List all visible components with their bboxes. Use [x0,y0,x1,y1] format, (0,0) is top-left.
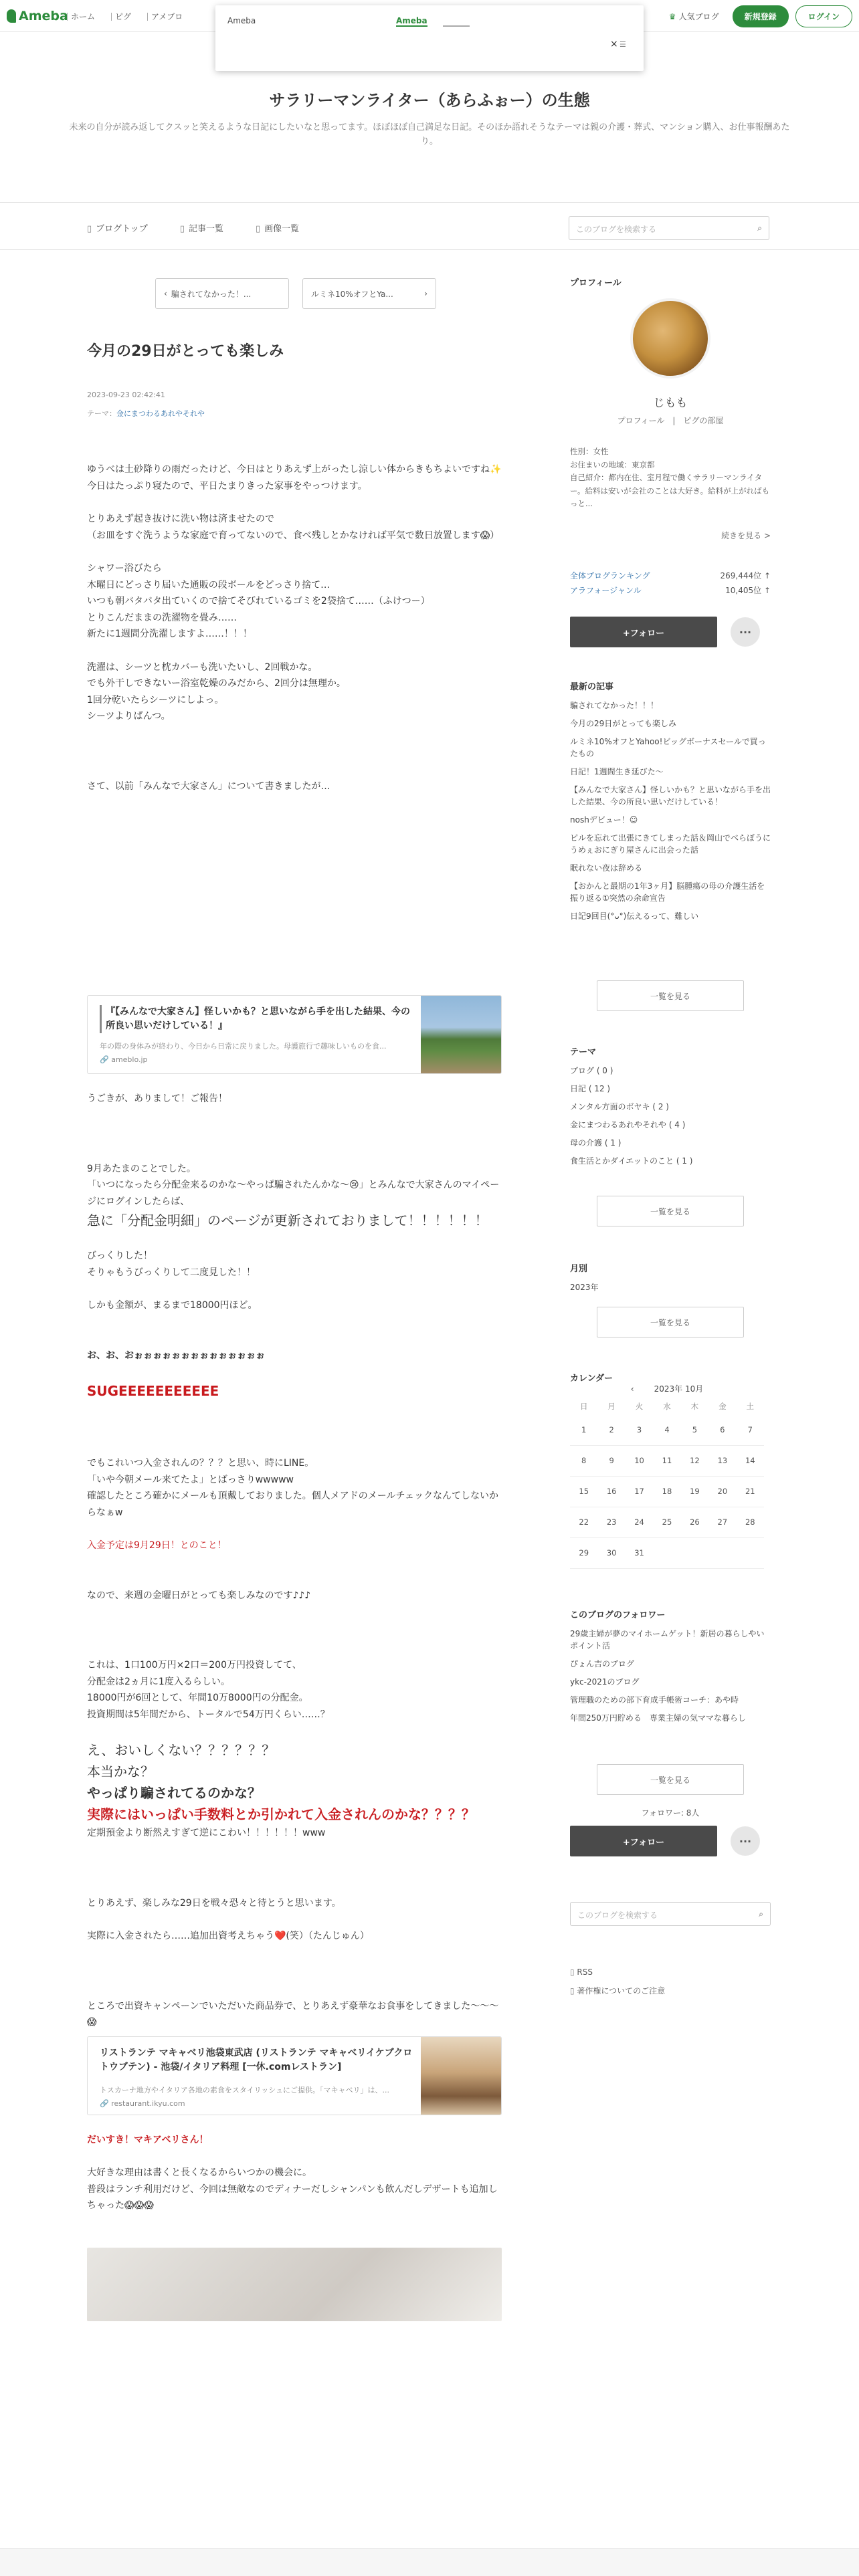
calendar-day: 28 [737,1507,764,1537]
para: 確認したところ確かにメールも頂戴しておりました。個人メアドのメールチェックなんてしないからなぁw [87,1491,499,1518]
calendar-day: 31 [626,1537,653,1568]
rss-label: RSS [577,1967,593,1977]
follower-count: フォロワー: 8人 [641,1808,700,1818]
calendar-day: 21 [737,1476,764,1507]
rss-link[interactable] [570,1967,593,1977]
monthly-item[interactable]: 2023年 [570,1283,599,1292]
calendar-day: 2 [597,1414,625,1445]
calendar-day: 26 [681,1507,708,1537]
card-url [100,2097,185,2110]
crown-icon: ♛ [668,11,676,21]
calendar-day: 8 [570,1445,597,1476]
para: 木曜日にどっさり届いた通販の段ボールをどっさり捨て… [87,579,330,591]
leaf-icon [7,9,16,23]
nav-pig[interactable]: ピグ [111,11,131,22]
para: 実際に入金されたら……追加出資考えちゃう❤️(笑）（たんじゅん） [87,1931,369,1941]
recent-item[interactable]: 【おかんと最期の1年3ヶ月】脳腫瘍の母の介護生活を振り返る①突然の余命宣告 [570,881,765,903]
follower-item[interactable]: 管理職のための部下育成手帳術コーチ：あや時 [570,1695,739,1705]
login-button[interactable]: ログイン [795,5,852,27]
profile-link[interactable]: プロフィール [617,416,665,425]
card-url [100,1053,148,1066]
rank-genre[interactable] [570,584,771,596]
followers-heading: このブログのフォロワー [570,1610,666,1620]
para: そりゃもうびっくりして二度見した！！ [87,1267,256,1278]
para: とりあえず、楽しみな29日を戦々恐々と待とうと思います。 [87,1897,341,1909]
recent-item[interactable]: 今月の29日がとっても楽しみ [570,719,677,728]
calendar-day: 5 [681,1414,708,1445]
para-sugee: SUGEEEEEEEEEEE [87,1383,219,1399]
popup-underline [443,25,470,27]
para: 定期預金より断然えすぎて逆にこわい！！！！！！www [87,1828,326,1838]
next-article-button[interactable] [302,278,436,309]
calendar-day: 30 [597,1537,625,1568]
card-title: 『【みんなで大家さん】怪しいかも？と思いながら手を出した結果、今の所良い思いだけしている！』 [100,1005,414,1033]
para: （お皿をすぐ洗うような家庭で育ってないので、食べ残しとかなければ平気で数日放置します😱） [87,530,500,541]
article-photo[interactable] [87,2248,502,2321]
recent-list [570,700,771,928]
para-red: 入金予定は9月29日！とのこと！ [87,1540,227,1551]
monthly-list [570,1281,771,1299]
logo-text: Ameba [19,9,68,23]
close-icon[interactable]: × [610,39,618,49]
para: 普段はランチ利用だけど、今回は無敵なのでディナーだしシャンパンも飲んだしデザートも追加しちゃった😱😱😱 [87,2183,498,2211]
profile-name[interactable]: じもも [653,397,688,410]
article-title: 今月の29日がとっても楽しみ [87,343,284,360]
calendar-day: 29 [570,1537,597,1568]
para: 大好きな理由は書くと長くなるからいつかの機会に。 [87,2167,312,2178]
recent-item[interactable]: 日記！1週間生き延びた〜 [570,767,664,776]
calendar-day: 10 [626,1445,653,1476]
para: ゆうべは土砂降りの雨だったけど、今日はとりあえず上がったし涼しい体からきもちよいですね✨ [87,464,502,475]
nav-entry-list[interactable]: ▯ 記事一覧 [180,221,223,234]
calendar-title: 2023年 10月 [654,1384,704,1394]
article-pager [155,278,436,309]
card-title: リストランテ マキャベリ池袋東武店 (リストランテ マキャベリイケブクロトウブテン) - 池袋/イタリア料理 [一休.comレストラン] [100,2047,413,2072]
copyright-label: 著作権についてのご注意 [577,1986,666,1996]
para: しかも金額が、まるまで18000円ほど。 [87,1300,258,1311]
doc-icon: ▯ [570,1986,577,1996]
para: 18000円が6回として、年間10万8000円の分配金。 [87,1693,308,1703]
link-card-oya[interactable] [87,995,502,1074]
para: 洗濯は、シーツと枕カバーも洗いたいし、2回戦かな。 [87,661,318,673]
blog-header [0,72,859,149]
para: うごきが、ありまして！ご報告！ [87,1093,227,1104]
theme-item[interactable]: 母の介護 ( 1 ) [570,1138,622,1148]
profile-intro: 自己紹介：都内在住、室月程で働くサラリーマンライター。給料は安いが会社のことは大好き。給料が上がればもっと... [570,473,770,509]
para: でも外干しできないー浴室乾燥のみだから、2回分は無理か。 [87,678,346,689]
calendar-table [570,1398,764,1569]
blog-description: 未来の自分が読み返してクスッと笑えるような日記にしたいなと思ってます。ほぼほぼ自己満足な日記。そのほか語れそうなテーマは親の介護・葬式、マンション購入、お仕事報酬あたり。 [69,122,790,146]
search-icon[interactable]: ⌕ [757,223,762,233]
theme-item[interactable]: ブログ ( 0 ) [570,1066,613,1075]
calendar-day: 9 [597,1445,625,1476]
blog-nav [0,202,859,250]
calendar-day [737,1537,764,1568]
calendar-heading: カレンダー [570,1374,613,1384]
calendar-day: 3 [626,1414,653,1445]
weekday: 水 [663,1402,671,1411]
weekday: 日 [579,1402,588,1411]
monthly-see-all-button[interactable]: 一覧を見る [597,1307,744,1337]
calendar-day: 18 [653,1476,680,1507]
calendar-day: 16 [597,1476,625,1507]
theme-item[interactable]: 日記 ( 12 ) [570,1084,611,1093]
chevron-right-icon: › [424,289,427,298]
recent-item[interactable]: 日記9回目(°ᴗ°)伝えるって、難しい [570,911,699,921]
card-thumbnail [421,2037,501,2115]
para: 「いや今朝メール来てたよ」とばっさりwwwww [87,1474,294,1485]
rank-all[interactable] [570,570,771,581]
weekday: 火 [635,1402,644,1411]
para: シーツよりぱんつ。 [87,711,171,722]
profile-gender: 性別：女性 [570,447,609,456]
para: でもこれいつ入金されんの？？？と思い、時にLINE。 [87,1458,314,1469]
global-nav [67,11,183,22]
calendar-day: 27 [708,1507,736,1537]
follower-item[interactable]: 年間250万円貯める 専業主婦の気ママな暮らし [570,1713,746,1723]
nav-image-list[interactable]: ▯ 画像一覧 [256,221,299,234]
monthly-heading: 月別 [570,1264,588,1274]
calendar-day: 15 [570,1476,597,1507]
theme-prefix: テーマ： [87,409,116,418]
article-body [87,461,502,2321]
card-url-text: restaurant.ikyu.com [111,2099,185,2108]
calendar-day: 1 [570,1414,597,1445]
theme-item[interactable]: メンタル方面のボヤキ ( 2 ) [570,1102,669,1111]
follower-item[interactable]: ykc-2021のブログ [570,1677,640,1687]
profile-links: プロフィール | ピグの部屋 [617,416,724,425]
read-more-link[interactable]: 続きを見る > [721,531,771,540]
link-icon: 🔗 [100,2099,112,2108]
follower-item[interactable]: ぴょん吉のブログ [570,1659,635,1669]
recent-item[interactable]: 【みんなで大家さん】怪しいかも？と思いながら手を出した結果、今の所良い思いだけしている！ [570,785,771,807]
para: なので、来週の金曜日がとっても楽しみなのです♪♪♪ [87,1590,311,1601]
rank-all-value: 269,444位 ↑ [720,571,771,580]
prev-article-button[interactable] [155,278,289,309]
sidebar-search-input[interactable] [570,1902,771,1926]
para-emphasis: 本当かな？ [87,1763,154,1780]
recent-see-all-button[interactable]: 一覧を見る [597,980,744,1011]
para: 新たに1週間分洗濯しますよ……！！！ [87,629,252,639]
nav-home[interactable]: ホーム [67,11,95,22]
weekday: 土 [746,1402,755,1411]
follow-button-2[interactable]: +フォロー [570,1826,717,1856]
calendar-day: 25 [653,1507,680,1537]
para: さて、以前「みんなで大家さん」について書きましたが… [87,780,330,792]
weekday: 木 [690,1402,699,1411]
recent-item[interactable]: ルミネ10%オフとYahoo!ビッグボーナスセールで買ったもの [570,737,766,758]
para: 分配金は2ヵ月に1度入るらしい。 [87,1676,230,1687]
recent-item[interactable]: noshデビュー！☺ [570,815,638,825]
more-dots-button-2[interactable]: ··· [731,1826,760,1856]
nav-ameblo[interactable]: アメブロ [147,11,183,22]
follow-button[interactable]: +フォロー [570,617,717,647]
calendar-day: 4 [653,1414,680,1445]
next-label: ルミネ10%オフとYa... [311,289,393,299]
calendar-day: 6 [708,1414,736,1445]
calendar-day [681,1537,708,1568]
calendar-day [708,1537,736,1568]
para: びっくりした！ [87,1251,153,1261]
para: 投資期間は5年間だから、トータルで54万円くらい……？ [87,1709,330,1720]
para: ところで出資キャンペーンでいただいた商品券で、とりあえず豪華なお食事をしてきました〜〜〜😱 [87,2000,499,2028]
signup-button[interactable]: 新規登録 [733,5,789,27]
more-dots-button[interactable]: ··· [731,617,760,647]
calendar-day: 22 [570,1507,597,1537]
menu-icon[interactable]: ☰ [619,40,626,49]
para-emphasis-bold: やっぱり騙されてるのかな？ [87,1785,261,1801]
profile-info [570,445,771,511]
para: 今日はたっぷり寝たので、平日たまりきった家事をやっつけます。 [87,480,367,492]
calendar-day: 17 [626,1476,653,1507]
profile-heading: プロフィール [570,278,622,288]
popup-overlay [215,5,644,71]
recent-item[interactable]: 騙されてなかった！！！ [570,701,659,710]
calendar-day: 13 [708,1445,736,1476]
prev-label: 騙されてなかった！... [171,289,252,299]
follower-item[interactable]: 29歳主婦が夢のマイホームゲット！新居の暮らしやいポイント活 [570,1629,765,1650]
rank-genre-value: 10,405位 ↑ [725,586,771,595]
popup-title: Ameba [227,16,256,25]
copyright-link[interactable] [570,1985,665,1996]
ranking-link[interactable] [669,11,719,22]
calendar-day [653,1537,680,1568]
blog-search-input[interactable] [569,216,769,240]
blog-title[interactable]: サラリーマンライター（あらふぉー）の生態 [269,91,590,110]
para: これは、1口100万円×2口＝200万円投資してて、 [87,1660,302,1671]
bottom-bar [0,2548,859,2576]
para-red: だいすき！マキアベリさん！ [87,2134,209,2145]
avatar[interactable] [630,298,710,379]
top-right-nav [669,5,852,27]
chevron-left-icon: ‹ [164,289,167,298]
calendar-day: 19 [681,1476,708,1507]
theme-list [570,1065,771,1173]
link-icon: 🔗 [100,1055,112,1064]
pig-room-link[interactable]: ピグの部屋 [683,416,724,425]
theme-item[interactable]: 金にまつわるあれやそれや ( 4 ) [570,1120,686,1130]
search-icon[interactable]: ⌕ [759,1909,763,1919]
para: 9月あたまのことでした。 [87,1163,196,1174]
calendar-day: 14 [737,1445,764,1476]
theme-link[interactable]: 金にまつわるあれやそれや [116,409,205,418]
theme-item[interactable]: 食生活とかダイエットのこと ( 1 ) [570,1156,693,1166]
weekday: 金 [719,1402,727,1411]
card-description: トスカーナ地方やイタリア各地の素食をスタイリッシュにご提供。「マキャベリ」は、... [100,2085,389,2095]
para-bold: お、お、おぉぉぉぉぉぉぉぉぉぉぉぉぉぉ [87,1350,265,1361]
para: シャワー浴びたら [87,563,162,574]
article-theme [87,408,205,419]
nav-blog-top[interactable]: ▯ ブログトップ [87,221,148,234]
rank-all-label: 全体ブログランキング [570,571,650,580]
para-emphasis: 急に「分配金明細」のページが更新されておりまして！！！！！！ [87,1212,488,1228]
calendar-prev-button[interactable]: ‹ [630,1384,634,1394]
para: 「いつになったら分配金来るのかな〜やっぱ騙されたんかな〜😢」とみんなで大家さんのマイページにログインしたらば、 [87,1180,500,1207]
para: いつも朝バタバタ出ていくので捨てそびれているゴミを2袋捨て……（ふけつー） [87,596,430,607]
card-description: 年の際の身体みが終わり、今日から日常に戻りました。母護旅行で趣味しいものを食... [100,1042,387,1051]
theme-see-all-button[interactable]: 一覧を見る [597,1196,744,1226]
followers-see-all-button[interactable]: 一覧を見る [597,1764,744,1795]
ameba-logo[interactable] [7,7,68,25]
calendar-day: 23 [597,1507,625,1537]
followers-list [570,1628,771,1730]
profile-location: お住まいの地域：東京都 [570,459,655,469]
article-date: 2023-09-23 02:42:41 [87,391,165,399]
recent-heading: 最新の記事 [570,682,614,692]
search-placeholder: このブログを検索する [577,1911,658,1920]
search-placeholder: このブログを検索する [576,225,657,234]
weekday: 月 [607,1402,615,1411]
calendar [570,1383,771,1569]
calendar-day: 24 [626,1507,653,1537]
para: とりこんだままの洗濯物を畳み…… [87,612,237,623]
rss-icon: ▯ [570,1967,577,1977]
para: 1回分乾いたらシーツにしよっ。 [87,694,224,706]
recent-item[interactable]: ピルを忘れて出張にきてしまった話＆岡山でべらぼうにうめぇおにぎり屋さんに出会った話 [570,833,771,855]
para: とりあえず起き抜けに洗い物は済ませたので [87,514,274,524]
calendar-day: 7 [737,1414,764,1445]
recent-item[interactable]: 眠れない夜は辞める [570,863,643,873]
calendar-day: 11 [653,1445,680,1476]
link-card-restaurant[interactable] [87,2036,502,2115]
para-emphasis-red: 実際にはいっぱい手数料とか引かれて入金されんのかな？？？？ [87,1806,475,1822]
rank-genre-label: アラフォージャンル [570,586,642,595]
para-emphasis: え、おいしくない？？？？？？ [87,1742,276,1758]
popup-brand-tab[interactable]: Ameba [396,16,427,25]
calendar-day: 12 [681,1445,708,1476]
calendar-day: 20 [708,1476,736,1507]
card-url-text: ameblo.jp [111,1055,148,1064]
ranking-label: 人気ブログ [678,12,719,21]
card-thumbnail [421,996,501,1074]
theme-heading: テーマ [570,1047,597,1057]
